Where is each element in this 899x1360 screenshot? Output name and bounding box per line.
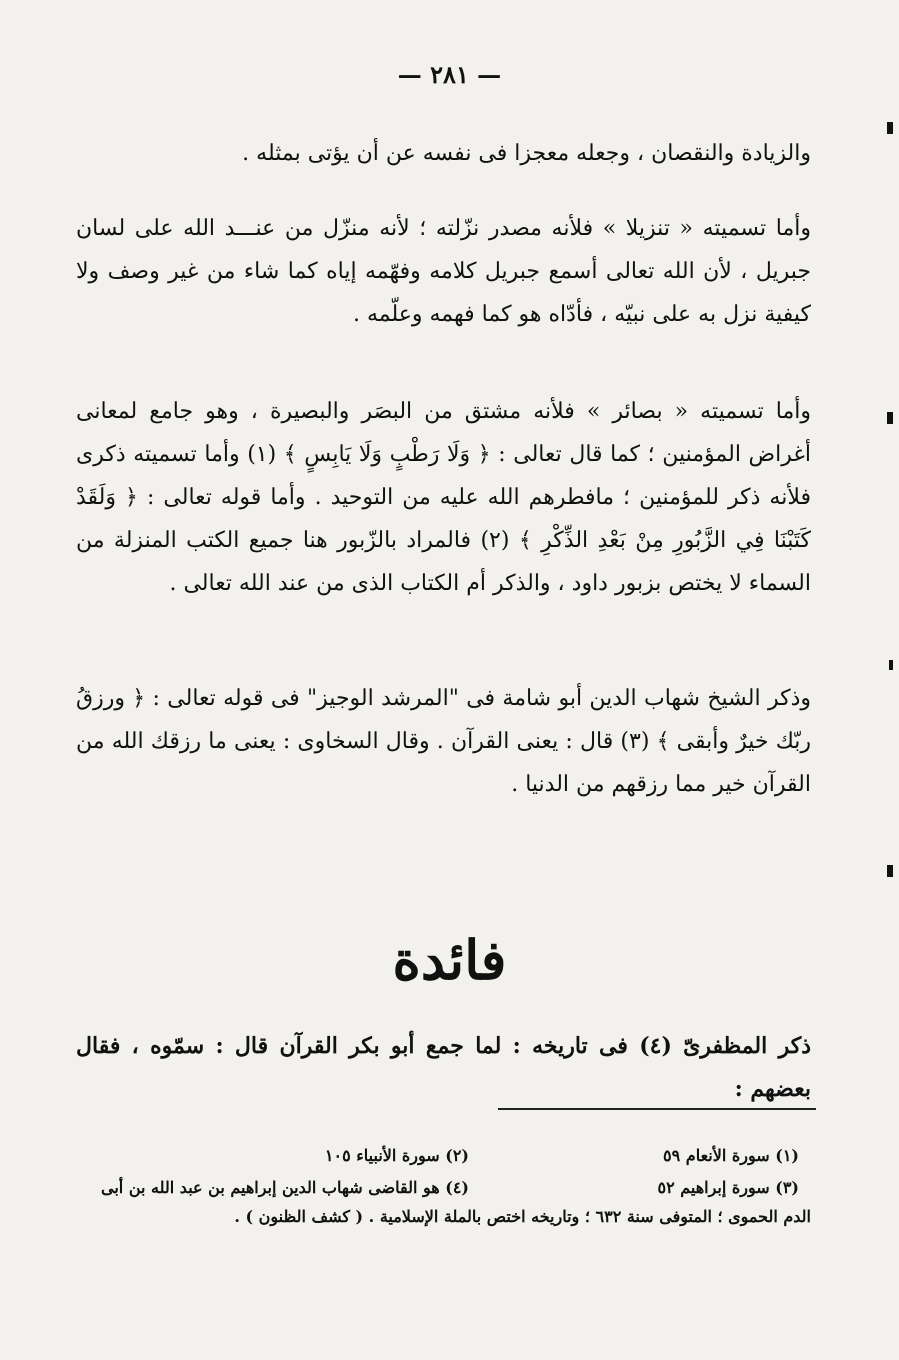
- paragraph-fawaid: ذكر المظفرىّ (٤) فى تاريخه : لما جمع أبو بكر القرآن قال : سمّوه ، فقال بعضهم :: [76, 1033, 811, 1102]
- margin-mark: [887, 412, 893, 424]
- footnote-row: [79, 1140, 799, 1172]
- footnotes: [79, 1140, 811, 1230]
- section-heading: فائدة: [392, 928, 507, 992]
- paragraph-basair: وأما تسميته « بصائر » فلأنه مشتق من البصَر والبصيرة ، وهو جامع لمعانى أغراض المؤمنين ؛ كما قال تعالى : ﴿ وَلَا رَطْبٍ وَلَا يَابِسٍ ﴾ (١) وأما تسميته ذكرى فلأنه ذكر للمؤمنين ؛ مافطرهم الله عليه من التوحيد . وأما قوله تعالى : ﴿ وَلَقَدْ كَتَبْنَا فِي الزَّبُورِ مِنْ بَعْدِ الذِّكْرِ ﴾ (٢) فالمراد بالزّبور هنا جميع الكتب المنزلة من السماء لا يختص بزبور داود ، والذكر أم الكتاب الذى من عند الله تعالى .: [76, 399, 811, 596]
- margin-mark: [887, 865, 893, 877]
- footnote-2: (٢) سورة الأنبياء ١٠٥: [324, 1146, 469, 1165]
- footnote-4: (٤) هو القاضى شهاب الدين إبراهيم بن عبد الله بن أبى: [101, 1178, 469, 1197]
- page-number: — ٢٨١ —: [397, 60, 502, 89]
- paragraph-tanzil: وأما تسميته « تنزيلا » فلأنه مصدر نزّلته ؛ لأنه منزّل من عنـــد الله على لسان جبريل ، لأن الله تعالى أسمع جبريل كلامه وفهّمه إياه كما شاء من غير وصف ولا كيفية نزل به على نبيّه ، فأدّاه هو كما فهمه وعلّمه .: [76, 216, 811, 327]
- footnote-4-continuation: الدم الحموى ؛ المتوفى سنة ٦٣٢ ؛ وتاريخه اختص بالملة الإسلامية . ( كشف الظنون ) .: [234, 1207, 811, 1226]
- footnote-divider: [498, 1108, 816, 1110]
- footnote-1: (١) سورة الأنعام ٥٩: [663, 1146, 799, 1165]
- paragraph-continuation: والزيادة والنقصان ، وجعله معجزا فى نفسه عن أن يؤتى بمثله .: [242, 141, 811, 166]
- margin-mark: [889, 660, 893, 670]
- margin-mark: [887, 122, 893, 134]
- footnote-3: (٣) سورة إبراهيم ٥٢: [657, 1178, 799, 1197]
- paragraph-abu-shama: وذكر الشيخ شهاب الدين أبو شامة فى "المرشد الوجيز" فى قوله تعالى : ﴿ ورزقُ ربّك خيرٌ وأبقى ﴾ (٣) قال : يعنى القرآن . وقال السخاوى : يعنى ما رزقك الله من القرآن خير مما رزقهم من الدنيا .: [76, 686, 812, 797]
- footnote-row: [79, 1172, 799, 1204]
